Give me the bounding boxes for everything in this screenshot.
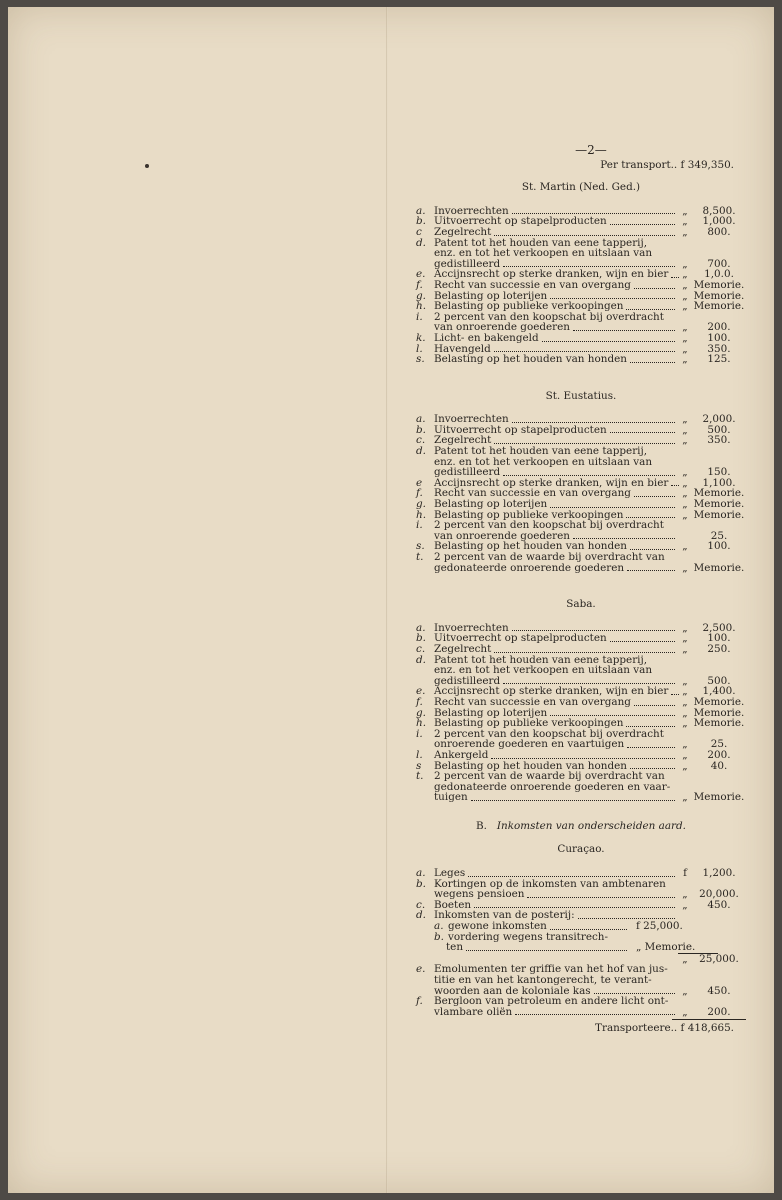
item-line: woorden aan de koloniale kas	[434, 984, 591, 997]
item-amount: 1,100.	[702, 476, 736, 489]
item-amount: 800.	[707, 225, 731, 238]
item-line: Uitvoerrecht op stapelproducten	[434, 215, 607, 228]
item-amount: Memorie.	[693, 561, 745, 574]
item-letter: b.	[416, 877, 426, 890]
item-line: Patent tot het houden van eene tapperij,	[434, 653, 648, 666]
item-amount: 20,000.	[699, 888, 739, 901]
item-line: Licht- en bakengeld	[434, 331, 539, 344]
item-letter: g.	[416, 289, 426, 302]
item-currency: „	[682, 257, 688, 270]
leader-dots	[550, 715, 675, 716]
item-amount: Memorie.	[693, 278, 745, 291]
item-text	[434, 563, 678, 574]
ledger-row	[416, 792, 746, 803]
item-line: Belasting op het houden van honden	[434, 353, 627, 366]
item-currency: „	[682, 434, 688, 447]
section-title: St. Martin (Ned. Ged.)	[521, 181, 641, 194]
item-amount: 350.	[707, 342, 731, 355]
item-currency: „	[682, 423, 688, 436]
item-line: gedonateerde onroerende goederen	[434, 561, 625, 574]
section-b-letter: B.	[476, 819, 487, 832]
leader-dots	[634, 705, 675, 706]
item-currency: „	[682, 204, 688, 217]
section-title: Saba.	[566, 598, 596, 611]
item-currency: „	[682, 888, 688, 901]
item-line: gedistilleerd	[434, 674, 501, 687]
leader-dots	[468, 876, 675, 877]
item-currency: „	[682, 685, 688, 698]
item-line: Recht van successie en van overgang	[434, 487, 631, 500]
item-letter: f.	[416, 695, 423, 708]
item-currency: „	[682, 621, 688, 634]
item-currency: „	[682, 268, 688, 281]
item-amount: Memorie.	[693, 791, 745, 804]
item-currency: „	[682, 225, 688, 238]
item-line: Belasting op het houden van honden	[434, 540, 627, 553]
subitem-text: vordering wegens transitrech-	[448, 930, 608, 943]
item-amount: 40.	[710, 759, 728, 772]
ledger-column	[416, 145, 746, 1034]
item-line: gedistilleerd	[434, 466, 501, 479]
total-rule	[672, 1019, 746, 1020]
leader-dots	[471, 800, 675, 801]
leader-dots	[474, 907, 675, 908]
leader-dots	[578, 918, 675, 919]
item-currency: „	[682, 353, 688, 366]
item-currency: „	[682, 466, 688, 479]
item-currency: „	[682, 331, 688, 344]
item-amount: 500.	[707, 674, 731, 687]
subitem-text: ten	[446, 941, 464, 954]
leader-dots	[626, 309, 675, 310]
item-letter: d.	[416, 653, 426, 666]
item-line: 2 percent van den koopschat bij overdracht	[434, 727, 664, 740]
item-currency: f	[683, 867, 687, 880]
item-currency: „	[682, 561, 688, 574]
ledger-row	[416, 563, 746, 574]
item-amount: 25.	[710, 529, 728, 542]
item-line: Accijnsrecht op sterke dranken, wijn en bier	[434, 268, 669, 281]
item-letter: l.	[416, 748, 423, 761]
leader-dots	[610, 224, 675, 225]
leader-dots	[550, 929, 627, 930]
transport-out	[416, 1023, 746, 1034]
leader-dots	[594, 993, 675, 994]
item-amount: Memorie.	[693, 508, 745, 521]
item-letter: s	[416, 759, 422, 772]
item-line: Invoerrechten	[434, 621, 509, 634]
item-amount: 1,000.	[702, 215, 736, 228]
item-continuation: enz. en tot het verkoopen en uitslaan van	[434, 664, 653, 677]
item-currency: „	[682, 1005, 688, 1018]
item-letter: l.	[416, 342, 423, 355]
item-letter: f.	[416, 995, 423, 1008]
ledger-row	[416, 280, 746, 291]
leader-dots	[610, 641, 675, 642]
item-line: Belasting op het houden van honden	[434, 759, 627, 772]
leader-dots	[542, 341, 675, 342]
ledger-row	[416, 552, 746, 563]
item-letter: c	[416, 225, 422, 238]
item-line: Belasting op loterijen	[434, 289, 548, 302]
leader-dots	[494, 351, 675, 352]
item-line: van onroerende goederen	[434, 529, 570, 542]
leader-dots	[512, 213, 675, 214]
item-amount: 150.	[707, 466, 731, 479]
ledger-row	[416, 644, 746, 655]
subitem-prefix: b.	[434, 930, 444, 943]
item-amount: 200.	[707, 748, 731, 761]
item-text	[434, 354, 678, 365]
item-line: Accijnsrecht op sterke dranken, wijn en bier	[434, 476, 669, 489]
item-letter: e.	[416, 268, 426, 281]
section-title: St. Eustatius.	[545, 389, 617, 402]
item-line: Uitvoerrecht op stapelproducten	[434, 423, 607, 436]
item-currency: „	[682, 695, 688, 708]
item-text	[434, 792, 678, 803]
transport-in-currency: f	[680, 158, 685, 171]
item-letter: g.	[416, 706, 426, 719]
ledger-row	[416, 354, 746, 365]
item-currency: „	[682, 791, 688, 804]
item-text	[434, 552, 678, 563]
item-continuation: gedonateerde onroerende goederen en vaar-	[434, 780, 671, 793]
leader-dots	[512, 422, 675, 423]
item-currency: „	[682, 952, 688, 965]
item-letter: d.	[416, 445, 426, 458]
item-currency: „	[682, 487, 688, 500]
item-line: Emolumenten ter griffie van het hof van jus-	[434, 963, 668, 976]
item-amount: 200.	[707, 1005, 731, 1018]
item-currency: „	[682, 632, 688, 645]
item-amount: 200.	[707, 321, 731, 334]
item-letter: c.	[416, 898, 426, 911]
ledger-row	[416, 333, 746, 344]
item-line: 2 percent van den koopschat bij overdracht	[434, 310, 664, 323]
item-letter: f.	[416, 487, 423, 500]
item-line: Belasting op publieke verkoopingen	[434, 508, 624, 521]
item-line: Boeten	[434, 898, 472, 911]
item-line: Belasting op publieke verkoopingen	[434, 300, 624, 313]
item-line: 2 percent van den koopschat bij overdracht	[434, 519, 664, 532]
item-line: 2 percent van de waarde bij overdracht van	[434, 770, 665, 783]
leader-dots	[494, 652, 675, 653]
item-amount: 25,000.	[699, 952, 739, 965]
item-currency: „	[682, 289, 688, 302]
item-amount: 1,200.	[702, 867, 736, 880]
item-amount: 2,000.	[702, 413, 736, 426]
item-continuation: enz. en tot het verkoopen en uitslaan van	[434, 247, 653, 260]
ink-speck	[145, 164, 149, 168]
item-line: Inkomsten van de posterij:	[434, 909, 575, 922]
item-letter: e.	[416, 963, 426, 976]
item-currency: „	[682, 738, 688, 751]
item-amount: 1,400.	[702, 685, 736, 698]
item-continuation: titie en van het kantongerecht, te verant-	[434, 974, 652, 986]
ledger-row	[416, 227, 746, 238]
item-amount: 8,500.	[702, 204, 736, 217]
leader-dots	[573, 538, 675, 539]
item-currency: „	[682, 215, 688, 228]
item-currency: „	[682, 642, 688, 655]
item-amount: 125.	[707, 353, 731, 366]
item-letter: t.	[416, 770, 424, 783]
item-currency: „	[682, 278, 688, 291]
leader-dots	[573, 330, 675, 331]
item-line: Bergloon van petroleum en andere licht ont-	[434, 995, 669, 1008]
item-line: vlambare oliën	[434, 1005, 513, 1018]
item-amount: 350.	[707, 434, 731, 447]
item-letter: b.	[416, 632, 426, 645]
item-amount: Memorie.	[693, 487, 745, 500]
item-currency: „	[682, 674, 688, 687]
item-amount: Memorie.	[693, 498, 745, 511]
item-line: Invoerrechten	[434, 413, 509, 426]
item-letter: h.	[416, 300, 426, 313]
item-amount: 250.	[707, 642, 731, 655]
section-b-heading	[416, 821, 746, 832]
item-amount: 100.	[707, 331, 731, 344]
item-line: Recht van successie en van overgang	[434, 695, 631, 708]
item-amount: Memorie.	[693, 717, 745, 730]
subitem-text: gewone inkomsten	[448, 920, 547, 933]
leader-dots	[550, 507, 675, 508]
item-letter: i.	[416, 519, 423, 532]
item-letter: a.	[416, 204, 426, 217]
item-currency: „	[682, 498, 688, 511]
item-letter: i.	[416, 727, 423, 740]
item-currency: „	[682, 984, 688, 997]
leader-dots	[626, 726, 675, 727]
transport-in-label: Per transport..	[600, 158, 678, 171]
item-currency: „	[682, 508, 688, 521]
item-line: Invoerrechten	[434, 204, 509, 217]
transport-in-amount: 349,350.	[687, 158, 734, 171]
item-line: Zegelrecht	[434, 642, 492, 655]
item-line: onroerende goederen en vaartuigen	[434, 738, 625, 751]
leader-dots	[610, 432, 675, 433]
section-b-items	[416, 868, 746, 1017]
item-letter: c.	[416, 642, 426, 655]
transport-out-label: Transporteere..	[595, 1022, 678, 1035]
item-line: Uitvoerrecht op stapelproducten	[434, 632, 607, 645]
ledger-row	[416, 697, 746, 708]
item-letter: a.	[416, 867, 426, 880]
item-line: Ankergeld	[434, 748, 489, 761]
page-fold	[386, 7, 388, 1193]
leader-dots	[503, 475, 675, 476]
item-text	[434, 750, 678, 761]
item-amount: 500.	[707, 423, 731, 436]
item-currency: „	[682, 748, 688, 761]
transport-out-amount: 418,665.	[687, 1022, 734, 1035]
item-currency: „	[682, 540, 688, 553]
leader-dots	[634, 496, 675, 497]
item-line: Zegelrecht	[434, 225, 492, 238]
item-currency: „	[682, 759, 688, 772]
item-letter: h.	[416, 717, 426, 730]
item-amount: Memorie.	[693, 289, 745, 302]
item-line: Recht van successie en van overgang	[434, 278, 631, 291]
item-text	[434, 1007, 678, 1018]
item-text	[434, 280, 678, 291]
item-letter: a.	[416, 413, 426, 426]
transport-out-currency: f	[680, 1022, 685, 1035]
item-line: Patent tot het houden van eene tapperij,	[434, 236, 648, 249]
subitem-prefix: a.	[434, 920, 444, 933]
revenue-sections	[416, 182, 746, 803]
item-letter: h.	[416, 508, 426, 521]
item-letter: c.	[416, 434, 426, 447]
leader-dots	[494, 443, 675, 444]
item-letter: s.	[416, 540, 425, 553]
leader-dots	[627, 570, 675, 571]
ledger-row	[416, 750, 746, 761]
item-text	[434, 333, 678, 344]
item-line: 2 percent van de waarde bij overdracht van	[434, 551, 665, 563]
item-line: Havengeld	[434, 342, 491, 355]
item-currency: „	[682, 321, 688, 334]
item-line: Kortingen op de inkomsten van ambtenaren	[434, 877, 666, 890]
item-line: Zegelrecht	[434, 434, 492, 447]
leader-dots	[630, 362, 675, 363]
item-letter: s.	[416, 353, 425, 366]
item-amount: 25.	[710, 738, 728, 751]
item-letter: g.	[416, 498, 426, 511]
item-line: Belasting op loterijen	[434, 706, 548, 719]
item-currency: „	[682, 476, 688, 489]
item-letter: i.	[416, 310, 423, 323]
item-currency: „	[682, 413, 688, 426]
item-letter: b.	[416, 215, 426, 228]
item-line: van onroerende goederen	[434, 321, 570, 334]
item-letter: e.	[416, 685, 426, 698]
item-letter: k.	[416, 331, 426, 344]
posterij-subitem	[434, 942, 706, 953]
item-text	[434, 644, 678, 655]
item-continuation: enz. en tot het verkoopen en uitslaan van	[434, 455, 653, 468]
leader-dots	[627, 747, 675, 748]
item-text	[434, 227, 678, 238]
leader-dots	[634, 288, 675, 289]
section-b-title: Inkomsten van onderscheiden aard.	[496, 819, 686, 832]
leader-dots	[494, 235, 675, 236]
item-line: Leges	[434, 867, 466, 880]
item-letter: a.	[416, 621, 426, 634]
page-number: —2—	[575, 143, 607, 157]
ledger-row	[416, 1007, 746, 1018]
item-currency: „	[682, 342, 688, 355]
item-amount: 100.	[707, 540, 731, 553]
item-line: Patent tot het houden van eene tapperij,	[434, 445, 648, 458]
item-text	[434, 697, 678, 708]
item-amount: Memorie.	[693, 300, 745, 313]
leader-dots	[626, 517, 675, 518]
item-letter: d.	[416, 909, 426, 922]
item-line: Belasting op publieke verkoopingen	[434, 717, 624, 730]
item-amount: 700.	[707, 257, 731, 270]
item-letter: b.	[416, 423, 426, 436]
item-amount: Memorie.	[693, 706, 745, 719]
leader-dots	[503, 266, 675, 267]
leader-dots	[466, 950, 627, 951]
item-line: Accijnsrecht op sterke dranken, wijn en bier	[434, 685, 669, 698]
document-page	[8, 7, 774, 1193]
item-letter: t.	[416, 551, 424, 563]
leader-dots	[512, 630, 675, 631]
item-amount: 450.	[707, 898, 731, 911]
item-line: gedistilleerd	[434, 257, 501, 270]
leader-dots	[550, 298, 675, 299]
leader-dots	[503, 683, 675, 684]
item-line: wegens pensioen	[434, 888, 525, 901]
item-currency: „	[682, 706, 688, 719]
section-b-subheading: Curaçao.	[557, 843, 605, 856]
item-amount: 2,500.	[702, 621, 736, 634]
item-currency: „	[682, 300, 688, 313]
leader-dots	[491, 758, 675, 759]
item-line: Belasting op loterijen	[434, 498, 548, 511]
item-currency: „	[682, 898, 688, 911]
item-letter: e	[416, 476, 423, 489]
item-letter: d.	[416, 236, 426, 249]
leader-dots	[527, 897, 675, 898]
item-amount: Memorie.	[693, 695, 745, 708]
leader-dots	[515, 1014, 675, 1015]
item-letter: f.	[416, 278, 423, 291]
item-amount: 100.	[707, 632, 731, 645]
item-amount: 1,0.0.	[704, 268, 734, 281]
subitem-value: f 25,000.	[636, 920, 683, 933]
transport-in	[416, 160, 746, 171]
subitem-value: „ Memorie.	[636, 941, 696, 954]
item-line: tuigen	[434, 791, 468, 804]
item-amount: 450.	[707, 984, 731, 997]
item-currency: „	[682, 717, 688, 730]
leader-dots	[630, 768, 675, 769]
leader-dots	[630, 549, 675, 550]
